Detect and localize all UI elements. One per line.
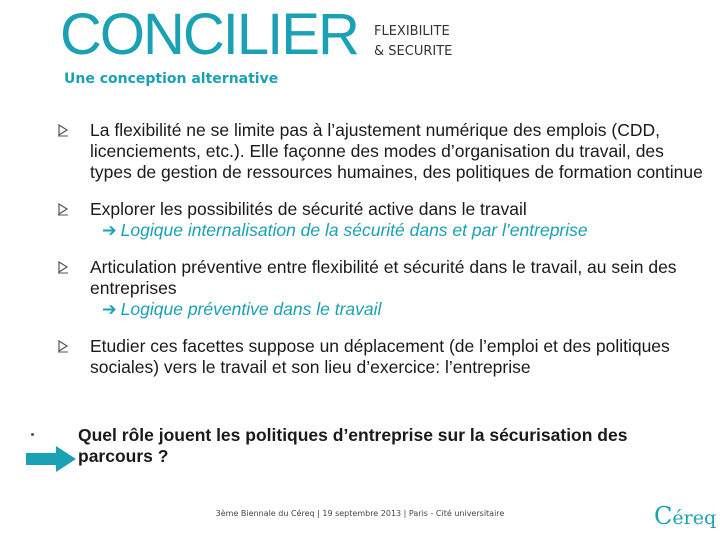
key-question: Quel rôle jouent les politiques d’entreprise sur la sécurisation des parcours ?: [78, 425, 628, 466]
bullet-marker-icon: [57, 202, 69, 216]
bullet-subtext-label: Logique internalisation de la sécurité dans et par l’entreprise: [120, 220, 588, 240]
bullet-marker-icon: [57, 123, 69, 137]
bullet-item: [70, 199, 710, 241]
bullet-text: Etudier ces facettes suppose un déplacement (de l’emploi et des politiques sociales) vers le travail et son lieu d’exercice: l’entreprise: [90, 336, 670, 377]
cereq-logo: Céreq: [654, 502, 717, 530]
small-bullet-dot: [31, 433, 34, 436]
bullet-text: La flexibilité ne se limite pas à l’ajustement numérique des emplois (CDD, licenciements, etc.). Elle façonne des modes d’organisation du travail, des types de gestion de ressources humaines, des politiques de formation continue: [90, 120, 703, 182]
block-arrow-icon: [26, 446, 76, 472]
bullet-text: Articulation préventive entre flexibilité et sécurité dans le travail, au sein des entreprises: [90, 257, 677, 298]
bullet-item: [70, 120, 710, 183]
bullet-marker-icon: [57, 260, 69, 274]
subtitle: [374, 22, 452, 62]
bullet-marker-icon: [57, 339, 69, 353]
arrow-right-icon: ➔: [102, 299, 117, 319]
bullet-subtext-label: Logique préventive dans le travail: [120, 299, 382, 319]
tagline: Une conception alternative: [64, 71, 279, 87]
subtitle-line-1: FLEXIBILITE: [374, 24, 450, 39]
subtitle-line-2: & SECURITE: [374, 44, 453, 59]
footer: 3ème Biennale du Céreq | 19 septembre 2013 | Paris - Cité universitaire: [215, 509, 505, 518]
bullet-subtext: [90, 220, 710, 241]
bullet-item: [70, 257, 710, 320]
page-title: CONCILIER: [60, 2, 358, 67]
arrow-right-icon: ➔: [102, 220, 117, 240]
bullet-item: [70, 336, 710, 378]
bullet-list: [70, 120, 710, 394]
bullet-text: Explorer les possibilités de sécurité active dans le travail: [90, 199, 527, 219]
bullet-subtext: [90, 299, 710, 320]
